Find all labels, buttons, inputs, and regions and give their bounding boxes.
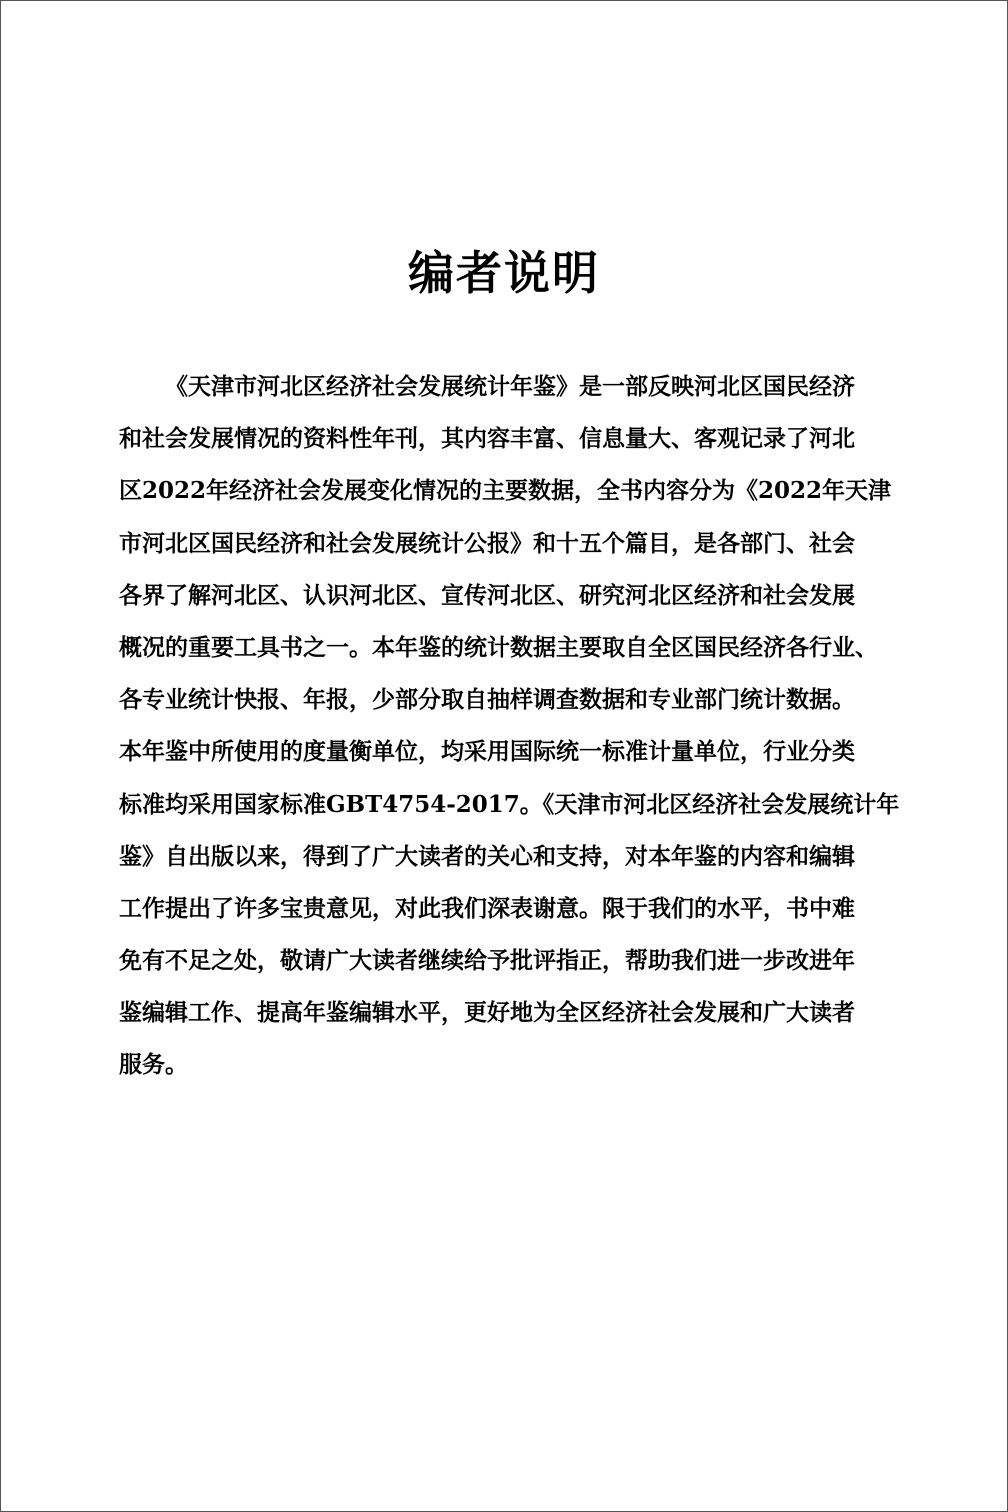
paragraph-line: 鉴编辑工作、提高年鉴编辑水平，更好地为全区经济社会发展和广大读者 [119, 999, 855, 1027]
paragraph-line: 鉴》自出版以来，得到了广大读者的关心和支持，对本年鉴的内容和编辑 [119, 842, 855, 870]
page-title: 编者说明 [408, 246, 600, 300]
paragraph-line: 本年鉴中所使用的度量衡单位，均采用国际统一标准计量单位，行业分类 [119, 738, 855, 766]
paragraph-line: 标准均采用国家标准GBT4754-2017。《天津市河北区经济社会发展统计年 [119, 790, 900, 818]
paragraph-line: 各专业统计快报、年报，少部分取自抽样调查数据和专业部门统计数据。 [119, 686, 855, 714]
paragraph-line: 各界了解河北区、认识河北区、宣传河北区、研究河北区经济和社会发展 [119, 581, 855, 609]
body-paragraph [119, 361, 909, 1092]
paragraph-line: 区2022年经济社会发展变化情况的主要数据，全书内容分为《2022年天津 [119, 477, 892, 505]
paragraph-line: 市河北区国民经济和社会发展统计公报》和十五个篇目，是各部门、社会 [119, 529, 855, 557]
paragraph-line: 服务。 [119, 1051, 188, 1079]
paragraph-line: 《天津市河北区经济社会发展统计年鉴》是一部反映河北区国民经济 [165, 373, 855, 400]
paragraph-line: 免有不足之处，敬请广大读者继续给予批评指正，帮助我们进一步改进年 [119, 947, 855, 975]
paragraph-line: 工作提出了许多宝贵意见，对此我们深表谢意。限于我们的水平，书中难 [119, 894, 855, 922]
paragraph-line: 概况的重要工具书之一。本年鉴的统计数据主要取自全区国民经济各行业、 [119, 633, 878, 661]
paragraph-line: 和社会发展情况的资料性年刊，其内容丰富、信息量大、客观记录了河北 [119, 425, 855, 453]
